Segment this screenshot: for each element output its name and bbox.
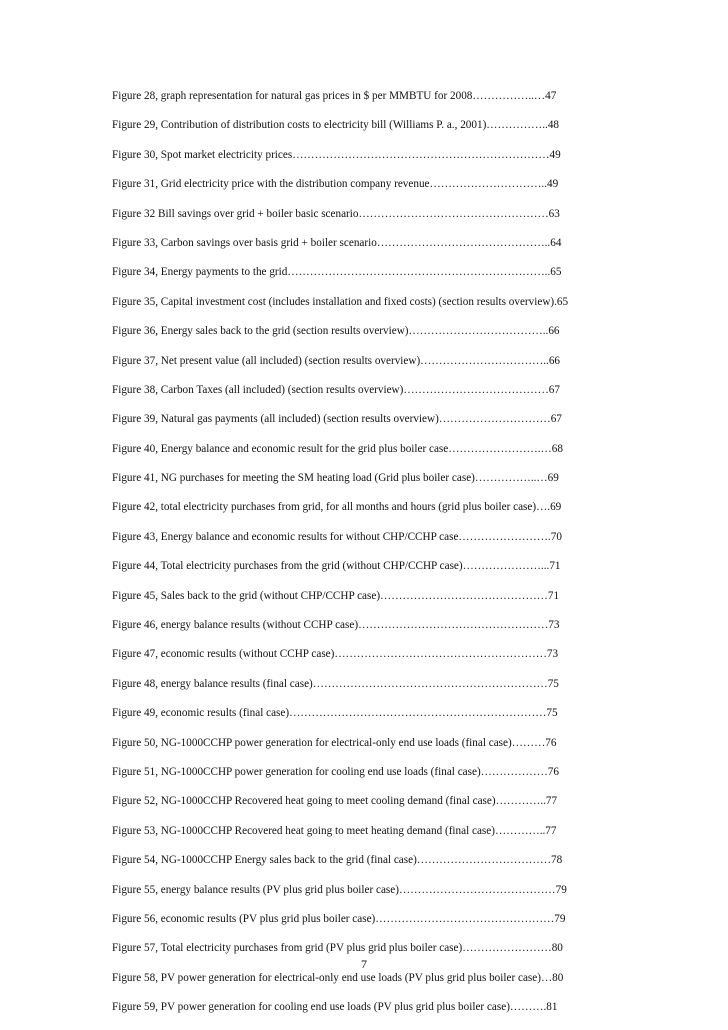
toc-entry: Figure 40, Energy balance and economic result for the grid plus boiler case…………………….…68 — [112, 442, 563, 455]
toc-entry: Figure 34, Energy payments to the grid……………………………………………………………..65 — [112, 266, 562, 279]
toc-entry: Figure 36, Energy sales back to the grid (section results overview)………………………………..66 — [112, 325, 560, 338]
toc-entry: Figure 52, NG-1000CCHP Recovered heat going to meet cooling demand (final case)…………..77 — [112, 795, 558, 808]
toc-entry: Figure 33, Carbon savings over basis grid + boiler scenario………………………………………..64 — [112, 236, 562, 249]
toc-entry: Figure 30, Spot market electricity prices……………………………………………………………49 — [112, 148, 561, 161]
list-of-figures — [112, 89, 612, 1030]
toc-entry: Figure 48, energy balance results (final case)………………………………………………………75 — [112, 677, 559, 690]
toc-entry: Figure 51, NG-1000CCHP power generation for cooling end use loads (final case)………………76 — [112, 765, 559, 778]
toc-entry: Figure 42, total electricity purchases from grid, for all months and hours (grid plus boiler case)….69 — [112, 501, 562, 514]
toc-entry: Figure 53, NG-1000CCHP Recovered heat going to meet heating demand (final case)…………..77 — [112, 824, 557, 837]
toc-entry: Figure 45, Sales back to the grid (without CHP/CCHP case)………………………………………71 — [112, 589, 560, 602]
toc-entry: Figure 31, Grid electricity price with the distribution company revenue…………………………..49 — [112, 178, 559, 191]
toc-entry: Figure 43, Energy balance and economic results for without CHP/CCHP case…………………….70 — [112, 530, 562, 543]
toc-entry: Figure 49, economic results (final case)……………………………………………………………75 — [112, 707, 558, 720]
toc-entry: Figure 54, NG-1000CCHP Energy sales back to the grid (final case)………………………………78 — [112, 854, 563, 867]
toc-entry: Figure 37, Net present value (all included) (section results overview)……………………………..66 — [112, 354, 561, 367]
toc-entry: Figure 56, economic results (PV plus grid plus boiler case)…………………………………………79 — [112, 912, 566, 925]
toc-entry: Figure 32 Bill savings over grid + boiler basic scenario……………………………………………63 — [112, 207, 560, 220]
toc-entry: Figure 29, Contribution of distribution costs to electricity bill (Williams P. a., 2001)……………..48 — [112, 119, 560, 132]
page-number: 7 — [361, 957, 367, 971]
toc-entry: Figure 38, Carbon Taxes (all included) (section results overview)…………………………………67 — [112, 383, 560, 396]
toc-entry: Figure 59, PV power generation for cooling end use loads (PV plus grid plus boiler case)……….81 — [112, 1001, 558, 1014]
toc-entry: Figure 41, NG purchases for meeting the SM heating load (Grid plus boiler case)……………..…69 — [112, 472, 559, 485]
toc-entry: Figure 35, Capital investment cost (includes installation and fixed costs) (section results overview).65 — [112, 295, 569, 308]
toc-entry: Figure 44, Total electricity purchases from the grid (without CHP/CCHP case)…………………...71 — [112, 560, 561, 573]
toc-entry: Figure 28, graph representation for natural gas prices in $ per MMBTU for 2008……………..…47 — [112, 90, 557, 102]
toc-entry: Figure 47, economic results (without CCHP case)…………………………………………………73 — [112, 648, 559, 661]
toc-entry: Figure 57, Total electricity purchases from grid (PV plus grid plus boiler case)……………………80 — [112, 942, 563, 955]
toc-entry: Figure 55, energy balance results (PV plus grid plus boiler case)……………………………………79 — [112, 883, 567, 896]
toc-entry: Figure 46, energy balance results (without CCHP case)……………………………………………73 — [112, 619, 560, 632]
toc-entry: Figure 39, Natural gas payments (all included) (section results overview)…………………………67 — [112, 413, 562, 426]
toc-entry: Figure 58, PV power generation for electrical-only end use loads (PV plus grid plus boiler case)…80 — [112, 971, 564, 984]
toc-entry: Figure 50, NG-1000CCHP power generation for electrical-only end use loads (final case)………76 — [112, 736, 557, 749]
